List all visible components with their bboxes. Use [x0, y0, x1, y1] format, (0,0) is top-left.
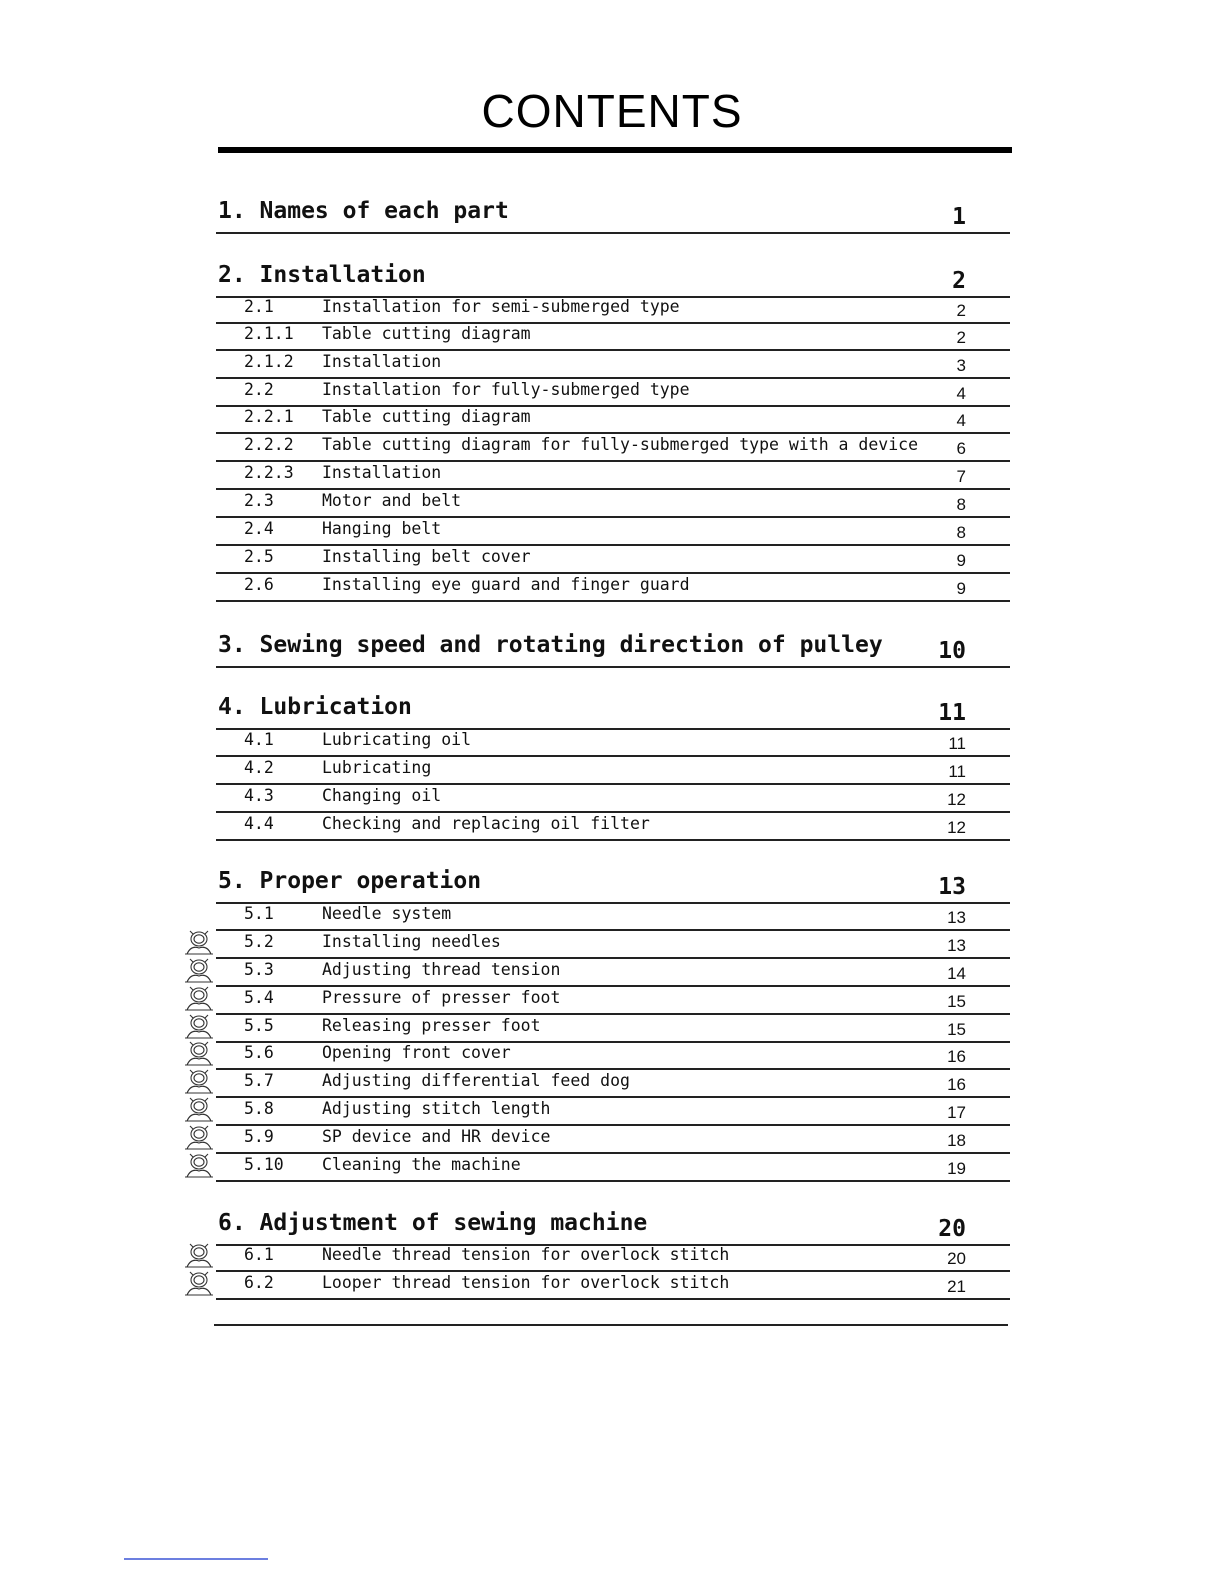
toc-row-number: 2.1.1	[244, 324, 294, 343]
toc-row-number: 2.2.2	[244, 435, 294, 454]
section-page-number: 1	[952, 204, 966, 230]
section-title: 6. Adjustment of sewing machine	[218, 1210, 648, 1236]
toc-row[interactable]	[216, 785, 1010, 813]
toc-row-page: 13	[947, 908, 966, 927]
toc-row-title: Adjusting thread tension	[322, 960, 561, 979]
toc-row[interactable]	[216, 1244, 1010, 1272]
toc-row-number: 5.4	[244, 988, 274, 1007]
section-title: 3. Sewing speed and rotating direction of pulley	[218, 632, 883, 658]
toc-row-page: 14	[947, 964, 966, 983]
sewing-machine-icon	[182, 985, 214, 1013]
toc-row-page: 16	[947, 1047, 966, 1066]
toc-row-title: Cleaning the machine	[322, 1155, 521, 1174]
toc-row-title: Lubricating	[322, 758, 432, 777]
section-heading[interactable]	[216, 260, 1010, 298]
toc-row-page: 9	[956, 579, 966, 598]
toc-row-number: 5.8	[244, 1099, 274, 1118]
toc-row-title: Table cutting diagram	[322, 324, 531, 343]
footer-divider	[124, 1558, 268, 1560]
toc-row-page: 21	[947, 1277, 966, 1296]
toc-row-number: 5.1	[244, 904, 274, 923]
toc-row-number: 2.1	[244, 297, 274, 316]
toc-row-title: Installing needles	[322, 932, 501, 951]
toc-row-number: 5.5	[244, 1016, 274, 1035]
toc-row[interactable]	[216, 323, 1010, 351]
sewing-machine-icon	[182, 957, 214, 985]
toc-row[interactable]	[216, 574, 1010, 602]
toc-row-number: 5.10	[244, 1155, 284, 1174]
toc-row-page: 15	[947, 992, 966, 1011]
toc-row-number: 5.9	[244, 1127, 274, 1146]
toc-row-title: Installation for fully-submerged type	[322, 380, 690, 399]
toc-row-title: Needle system	[322, 904, 452, 923]
toc-row-page: 11	[948, 762, 966, 781]
toc-row-page: 15	[947, 1020, 966, 1039]
toc-row-title: Installation for semi-submerged type	[322, 297, 680, 316]
toc-row[interactable]	[216, 987, 1010, 1015]
toc-row[interactable]	[216, 296, 1010, 324]
toc-row-number: 4.4	[244, 814, 274, 833]
toc-row-page: 6	[956, 439, 966, 458]
toc-row-page: 13	[947, 936, 966, 955]
toc-row-number: 2.1.2	[244, 352, 294, 371]
toc-row-number: 5.2	[244, 932, 274, 951]
section-page-number: 20	[938, 1216, 966, 1242]
toc-row[interactable]	[216, 903, 1010, 931]
sewing-machine-icon	[182, 1068, 214, 1096]
toc-row-page: 4	[956, 411, 966, 430]
toc-row-number: 4.2	[244, 758, 274, 777]
toc-row-number: 6.2	[244, 1273, 274, 1292]
toc-row-page: 19	[947, 1159, 966, 1178]
section-page-number: 2	[952, 268, 966, 294]
toc-row-title: Needle thread tension for overlock stitch	[322, 1245, 730, 1264]
toc-row-number: 4.1	[244, 730, 274, 749]
section-page-number: 11	[938, 700, 966, 726]
section-heading[interactable]	[216, 692, 1010, 730]
toc-row[interactable]	[216, 757, 1010, 785]
toc-row[interactable]	[216, 1015, 1010, 1043]
toc-row-page: 7	[956, 467, 966, 486]
toc-row-title: Hanging belt	[322, 519, 442, 538]
toc-row-page: 9	[956, 551, 966, 570]
toc-row-number: 2.2.3	[244, 463, 294, 482]
sewing-machine-icon	[182, 1242, 214, 1270]
toc-row[interactable]	[216, 379, 1010, 407]
toc-row[interactable]	[216, 729, 1010, 757]
section-heading[interactable]	[216, 630, 1010, 668]
section-page-number: 13	[938, 874, 966, 900]
toc-row[interactable]	[216, 1126, 1010, 1154]
toc-row-number: 2.4	[244, 519, 274, 538]
section-page-number: 10	[938, 638, 966, 664]
toc-row[interactable]	[216, 959, 1010, 987]
toc-row-number: 5.6	[244, 1043, 274, 1062]
section-heading[interactable]	[216, 196, 1010, 234]
sewing-machine-icon	[182, 1013, 214, 1041]
toc-row-number: 2.2.1	[244, 407, 294, 426]
toc-row-page: 11	[948, 734, 966, 753]
toc-row-page: 17	[947, 1103, 966, 1122]
page-title: CONTENTS	[481, 85, 743, 137]
toc-row-number: 6.1	[244, 1245, 274, 1264]
toc-row-number: 5.7	[244, 1071, 274, 1090]
toc-row-number: 2.5	[244, 547, 274, 566]
section-heading[interactable]	[216, 1208, 1010, 1246]
toc-row-title: Lubricating oil	[322, 730, 472, 749]
toc-row-title: Checking and replacing oil filter	[322, 814, 650, 833]
toc-row[interactable]	[216, 1154, 1010, 1182]
toc-row-title: Releasing presser foot	[322, 1016, 541, 1035]
toc-row-title: Adjusting differential feed dog	[322, 1071, 630, 1090]
toc-row-title: Motor and belt	[322, 491, 462, 510]
toc-row-number: 2.3	[244, 491, 274, 510]
toc-row[interactable]	[216, 1070, 1010, 1098]
toc-row-page: 2	[956, 328, 966, 347]
toc-row-title: Installation	[322, 463, 442, 482]
toc-row[interactable]	[216, 546, 1010, 574]
toc-row[interactable]	[216, 406, 1010, 434]
end-divider	[214, 1324, 1008, 1326]
toc-row-title: Opening front cover	[322, 1043, 511, 1062]
section-title: 5. Proper operation	[218, 868, 482, 894]
toc-row-number: 4.3	[244, 786, 274, 805]
section-heading[interactable]	[216, 866, 1010, 904]
toc-row-title: Installation	[322, 352, 442, 371]
toc-row-page: 4	[956, 384, 966, 403]
toc-row[interactable]	[216, 462, 1010, 490]
toc-row-number: 2.6	[244, 575, 274, 594]
sewing-machine-icon	[182, 1096, 214, 1124]
toc-row-title: Looper thread tension for overlock stitch	[322, 1273, 730, 1292]
section-title: 1. Names of each part	[218, 198, 509, 224]
toc-row[interactable]	[216, 813, 1010, 841]
toc-row[interactable]	[216, 351, 1010, 379]
toc-row-page: 12	[947, 790, 966, 809]
sewing-machine-icon	[182, 1152, 214, 1180]
toc-row-title: Adjusting stitch length	[322, 1099, 551, 1118]
toc-row-title: SP device and HR device	[322, 1127, 551, 1146]
toc-row-title: Changing oil	[322, 786, 442, 805]
toc-row-page: 8	[956, 495, 966, 514]
toc-row[interactable]	[216, 1042, 1010, 1070]
toc-row-number: 5.3	[244, 960, 274, 979]
toc-row-title: Table cutting diagram for fully-submerged type with a device	[322, 435, 919, 454]
toc-row[interactable]	[216, 490, 1010, 518]
toc-row-title: Table cutting diagram	[322, 407, 531, 426]
toc-row-title: Pressure of presser foot	[322, 988, 561, 1007]
section-title: 4. Lubrication	[218, 694, 412, 720]
sewing-machine-icon	[182, 1040, 214, 1068]
toc-row-title: Installing belt cover	[322, 547, 531, 566]
toc-row-page: 12	[947, 818, 966, 837]
sewing-machine-icon	[182, 1270, 214, 1298]
toc-row[interactable]	[216, 434, 1010, 462]
toc-row-page: 8	[956, 523, 966, 542]
toc-row-page: 18	[947, 1131, 966, 1150]
toc-row[interactable]	[216, 931, 1010, 959]
toc-row[interactable]	[216, 518, 1010, 546]
toc-row-title: Installing eye guard and finger guard	[322, 575, 690, 594]
sewing-machine-icon	[182, 929, 214, 957]
toc-row-page: 20	[947, 1249, 966, 1268]
toc-row-page: 3	[956, 356, 966, 375]
toc-row-number: 2.2	[244, 380, 274, 399]
toc-row[interactable]	[216, 1098, 1010, 1126]
section-title: 2. Installation	[218, 262, 426, 288]
sewing-machine-icon	[182, 1124, 214, 1152]
toc-row[interactable]	[216, 1272, 1010, 1300]
toc-row-page: 2	[956, 301, 966, 320]
toc-row-page: 16	[947, 1075, 966, 1094]
